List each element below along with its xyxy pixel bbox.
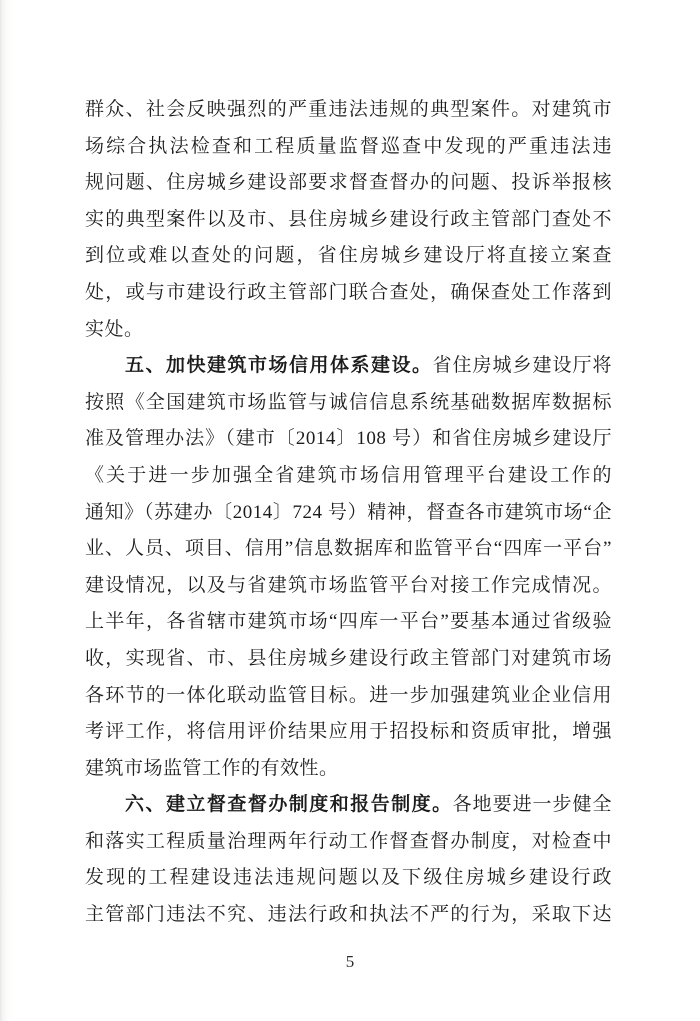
line-text: 上半年，各省辖市建筑市场“四库一平台”要基本通过省级验 <box>85 611 612 633</box>
text-line <box>85 165 612 202</box>
line-text: 群众、社会反映强烈的严重违法违规的典型案件。对建筑市 <box>85 99 612 120</box>
text-line <box>85 238 612 275</box>
text-line <box>85 824 612 861</box>
text-line-section-5 <box>85 348 612 385</box>
text-line <box>85 202 612 239</box>
line-text: 各环节的一体化联动监管目标。进一步加强建筑业企业信用 <box>85 684 612 706</box>
text-line <box>85 604 612 641</box>
text-line <box>85 129 612 166</box>
text-line <box>85 678 612 715</box>
text-line-paragraph-end <box>85 751 612 788</box>
line-text: 省住房城乡建设厅将 <box>432 355 612 377</box>
line-text: 实的典型案件以及市、县住房城乡建设行政主管部门查处不 <box>85 208 612 230</box>
section-heading: 五、加快建筑市场信用体系建设。 <box>125 355 433 377</box>
line-text: 规问题、住房城乡建设部要求督查督办的问题、投诉举报核 <box>85 172 612 194</box>
line-text: 业、人员、项目、信用”信息数据库和监管平台“四库一平台” <box>85 538 612 560</box>
text-line <box>85 531 612 568</box>
line-text: 到位或难以查处的问题，省住房城乡建设厅将直接立案查 <box>85 245 612 267</box>
text-line <box>85 568 612 605</box>
line-text: 和落实工程质量治理两年行动工作督查督办制度，对检查中 <box>85 830 612 852</box>
text-line-paragraph-end <box>85 312 612 349</box>
line-text: 收，实现省、市、县住房城乡建设行政主管部门对建筑市场 <box>85 647 612 669</box>
text-line <box>85 860 612 897</box>
line-text: 各地要进一步健全 <box>452 794 612 816</box>
text-line <box>85 495 612 532</box>
text-line <box>85 897 612 934</box>
text-line <box>85 714 612 751</box>
text-line <box>85 421 612 458</box>
line-text: 准及管理办法》（建市〔2014〕108 号）和省住房城乡建设厅 <box>85 428 612 450</box>
page-number: 5 <box>345 952 355 971</box>
line-text: 考评工作，将信用评价结果应用于招投标和资质审批，增强 <box>85 721 612 743</box>
line-text: 建设情况，以及与省建筑市场监管平台对接工作完成情况。 <box>85 574 612 596</box>
line-text: 建筑市场监管工作的有效性。 <box>85 757 339 779</box>
text-line <box>85 458 612 495</box>
text-line <box>85 275 612 312</box>
line-text: 《关于进一步加强全省建筑市场信用管理平台建设工作的 <box>85 464 612 486</box>
line-text: 场综合执法检查和工程质量监督巡查中发现的严重违法违 <box>85 135 612 157</box>
text-line-section-6 <box>85 787 612 824</box>
line-text: 主管部门违法不究、违法行政和执法不严的行为，采取下达 <box>85 904 612 926</box>
text-line <box>85 641 612 678</box>
text-line <box>85 92 612 129</box>
document-body <box>85 92 612 934</box>
line-text: 发现的工程建设违法违规问题以及下级住房城乡建设行政 <box>85 867 612 889</box>
text-line <box>85 385 612 422</box>
section-heading: 六、建立督查督办制度和报告制度。 <box>125 794 453 816</box>
line-text: 按照《全国建筑市场监管与诚信信息系统基础数据库数据标 <box>85 391 612 413</box>
line-text: 实处。 <box>85 318 144 340</box>
line-text: 处，或与市建设行政主管部门联合查处，确保查处工作落到 <box>85 281 612 303</box>
line-text: 通知》（苏建办〔2014〕724 号）精神，督查各市建筑市场“企 <box>85 501 612 523</box>
